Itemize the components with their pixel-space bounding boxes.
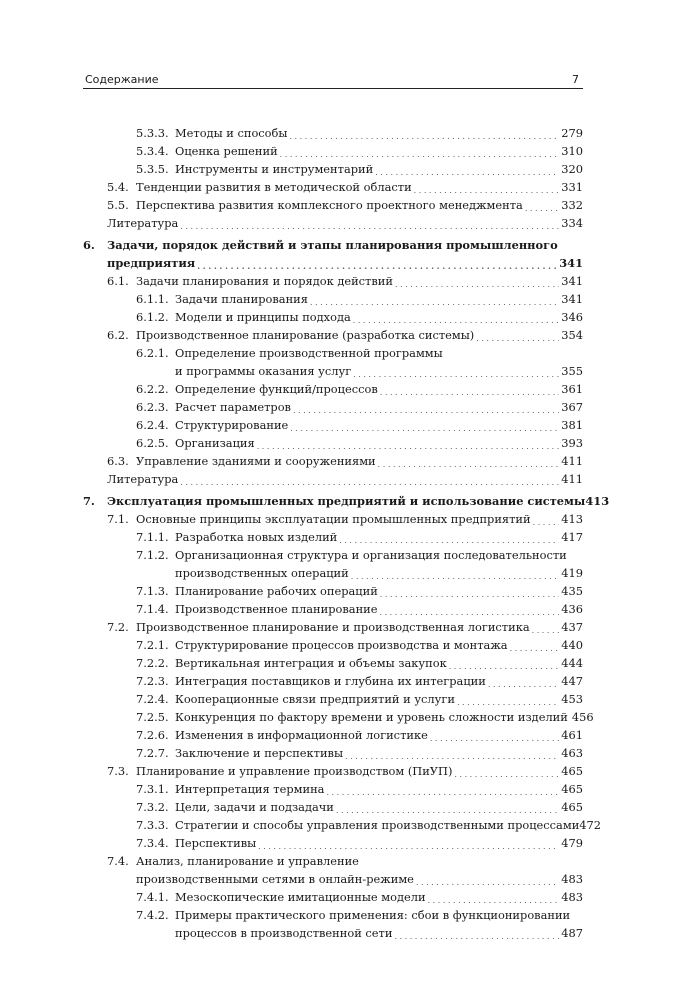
toc-entry-title: Методы и способы	[175, 126, 288, 140]
toc-entry-title: Тенденции развития в методической области	[136, 180, 412, 194]
toc-entry-title: Задачи планирования и порядок действий	[136, 274, 393, 288]
toc-entry-title: Эксплуатация промышленных предприятий и использование системы	[107, 494, 586, 508]
leader-dots	[180, 472, 559, 490]
toc-entry-number: 6.2.1.	[136, 346, 169, 360]
toc-entry[interactable]	[175, 142, 583, 160]
toc-entry-number: 7.2.7.	[136, 746, 169, 760]
toc-entry-number: 7.2.3.	[136, 674, 169, 688]
toc-entry[interactable]	[136, 762, 583, 780]
toc-entry-title: Организационная структура и организация последовательности	[175, 548, 567, 562]
toc-page-number: 354	[561, 328, 583, 342]
toc-entry-number: 6.2.3.	[136, 400, 169, 414]
toc-entry-number: 7.2.2.	[136, 656, 169, 670]
toc-entry[interactable]	[175, 308, 583, 326]
toc-page-number: 465	[561, 764, 583, 778]
toc-entry[interactable]	[107, 214, 583, 232]
toc-entry-number: 7.3.	[107, 764, 129, 778]
toc-page-number: 436	[561, 602, 583, 616]
toc-page-number: 417	[561, 530, 583, 544]
toc-page-number: 381	[561, 418, 583, 432]
toc-page-number: 461	[561, 728, 583, 742]
toc-entry-number: 6.1.2.	[136, 310, 169, 324]
toc-entry-title: Производственное планирование (разработка системы)	[136, 328, 475, 342]
toc-entry-title: Производственное планирование и производственная логистика	[136, 620, 530, 634]
toc-page-number: 320	[561, 162, 583, 176]
toc-entry-number: 7.1.2.	[136, 548, 169, 562]
toc-entry-number: 6.2.2.	[136, 382, 169, 396]
toc-entry-title: Стратегии и способы управления производственными процессами	[175, 818, 580, 832]
toc-page-number: 413	[585, 494, 610, 508]
toc-entry-number: 7.1.4.	[136, 602, 169, 616]
toc-entry-title: Интеграция поставщиков и глубина их интеграции	[175, 674, 486, 688]
running-header	[83, 70, 583, 89]
toc-page-number: 334	[561, 216, 583, 230]
toc-entry-title: Производственное планирование	[175, 602, 378, 616]
toc-entry[interactable]	[175, 416, 583, 434]
toc-entry[interactable]	[136, 618, 583, 636]
toc-entry-number: 7.1.	[107, 512, 129, 526]
toc-entry-title-cont: и программы оказания услуг	[175, 364, 352, 378]
toc-entry[interactable]	[175, 816, 602, 834]
toc-entry-title: Инструменты и инструментарий	[175, 162, 374, 176]
toc-entry-number: 7.3.3.	[136, 818, 169, 832]
toc-entry-title-cont: производственными сетями в онлайн-режиме	[136, 872, 414, 886]
toc-page-number: 444	[561, 656, 583, 670]
toc-entry[interactable]	[175, 708, 594, 726]
leader-dots	[394, 926, 559, 944]
toc-entry[interactable]	[175, 834, 583, 852]
toc-entry-continuation[interactable]	[175, 924, 583, 942]
toc-entry[interactable]	[175, 434, 583, 452]
header-page-number: 7	[572, 73, 579, 86]
toc-entry-title: Структурирование	[175, 418, 289, 432]
toc-entry[interactable]	[175, 726, 583, 744]
toc-entry-number: 5.3.4.	[136, 144, 169, 158]
toc-entry-title: Задачи, порядок действий и этапы планирования промышленного	[107, 238, 558, 252]
toc-page-number: 279	[561, 126, 583, 140]
toc-entry-title: Определение функций/процессов	[175, 382, 378, 396]
toc-entry[interactable]	[175, 290, 583, 308]
toc-entry-number: 6.3.	[107, 454, 129, 468]
toc-entry-number: 5.5.	[107, 198, 129, 212]
toc-page-number: 411	[561, 454, 583, 468]
toc-page-number: 367	[561, 400, 583, 414]
toc-entry[interactable]	[107, 492, 610, 510]
toc-page-number: 355	[561, 364, 583, 378]
toc-entry[interactable]	[136, 452, 583, 470]
toc-page-number: 346	[561, 310, 583, 324]
toc-entry-number: 7.4.	[107, 854, 129, 868]
toc-page-number: 463	[561, 746, 583, 760]
toc-page-number: 440	[561, 638, 583, 652]
toc-entry-number: 6.	[83, 238, 95, 252]
toc-entry[interactable]	[136, 272, 583, 290]
toc-entry-title-cont: производственных операций	[175, 566, 349, 580]
toc-entry-number: 5.3.5.	[136, 162, 169, 176]
toc-page-number: 411	[561, 472, 583, 486]
toc-entry-title: Вертикальная интеграция и объемы закупок	[175, 656, 447, 670]
toc-entry-number: 7.3.2.	[136, 800, 169, 814]
toc-entry[interactable]	[175, 744, 583, 762]
toc-entry[interactable]	[175, 582, 583, 600]
toc-entry[interactable]	[175, 672, 583, 690]
toc-entry[interactable]	[175, 888, 583, 906]
toc-page-number: 332	[561, 198, 583, 212]
toc-entry-number: 7.2.	[107, 620, 129, 634]
toc-page-number: 483	[561, 890, 583, 904]
toc-entry-number: 6.2.5.	[136, 436, 169, 450]
toc-entry-number: 7.1.1.	[136, 530, 169, 544]
toc-page-number: 341	[561, 274, 583, 288]
toc-page-number: 453	[561, 692, 583, 706]
toc-page-number: 479	[561, 836, 583, 850]
toc-entry-number: 6.2.4.	[136, 418, 169, 432]
toc-entry-title: Структурирование процессов производства и монтажа	[175, 638, 508, 652]
toc-entry[interactable]	[136, 510, 583, 528]
leader-dots	[180, 216, 559, 234]
toc-entry-number: 7.4.1.	[136, 890, 169, 904]
toc-entry[interactable]	[136, 852, 583, 870]
toc-entry-title: Организация	[175, 436, 255, 450]
toc-entry-title: Изменения в информационной логистике	[175, 728, 428, 742]
toc-entry-number: 7.2.1.	[136, 638, 169, 652]
toc-entry-title: Планирование рабочих операций	[175, 584, 378, 598]
toc-entry[interactable]	[175, 160, 583, 178]
toc-page-number: 447	[561, 674, 583, 688]
toc-entry-number: 5.3.3.	[136, 126, 169, 140]
toc-entry-title: Литература	[107, 472, 179, 486]
toc-entry-number: 7.3.4.	[136, 836, 169, 850]
toc-entry[interactable]	[175, 636, 583, 654]
toc-entry-title-cont: процессов в производственной сети	[175, 926, 393, 940]
toc-entry[interactable]	[175, 528, 583, 546]
toc-entry-number: 7.4.2.	[136, 908, 169, 922]
toc-entry-number: 6.2.	[107, 328, 129, 342]
toc-entry-title: Конкуренция по фактору времени и уровень сложности изделий	[175, 710, 568, 724]
toc-entry[interactable]	[175, 124, 583, 142]
toc-entry-title: Интерпретация термина	[175, 782, 325, 796]
toc-entry[interactable]	[175, 780, 583, 798]
toc-entry-title: Оценка решений	[175, 144, 278, 158]
toc-entry[interactable]	[107, 470, 583, 488]
toc-page-number: 331	[561, 180, 583, 194]
toc-entry-title: Основные принципы эксплуатации промышленных предприятий	[136, 512, 531, 526]
toc-entry-continuation[interactable]	[175, 362, 583, 380]
toc-entry[interactable]	[107, 236, 583, 254]
toc-entry-continuation[interactable]	[136, 870, 583, 888]
toc-entry-title: Определение производственной программы	[175, 346, 443, 360]
toc-entry-title: Разработка новых изделий	[175, 530, 338, 544]
toc-page-number: 341	[561, 292, 583, 306]
toc-entry[interactable]	[175, 546, 583, 564]
toc-entry-title: Планирование и управление производством (ПиУП)	[136, 764, 453, 778]
toc-page-number: 341	[559, 256, 583, 270]
toc-entry-title: Перспектива развития комплексного проектного менеджмента	[136, 198, 523, 212]
toc-entry-number: 5.4.	[107, 180, 129, 194]
toc-page-number: 435	[561, 584, 583, 598]
toc-page-number: 393	[561, 436, 583, 450]
toc-page-number: 310	[561, 144, 583, 158]
toc-entry-number: 7.2.6.	[136, 728, 169, 742]
toc-entry-title: Задачи планирования	[175, 292, 308, 306]
toc-page-number: 456	[571, 710, 594, 724]
toc-page-number: 465	[561, 800, 583, 814]
toc-entry-title: Литература	[107, 216, 179, 230]
toc-entry[interactable]	[175, 344, 583, 362]
toc-entry[interactable]	[175, 380, 583, 398]
toc-page-number: 465	[561, 782, 583, 796]
toc-entry[interactable]	[136, 196, 583, 214]
toc-entry-number: 6.1.1.	[136, 292, 169, 306]
toc-entry-continuation[interactable]	[107, 254, 583, 272]
toc-page-number: 472	[579, 818, 602, 832]
toc-page-number: 487	[561, 926, 583, 940]
toc-entry-number: 7.1.3.	[136, 584, 169, 598]
toc-entry-title: Заключение и перспективы	[175, 746, 344, 760]
toc-entry[interactable]	[175, 798, 583, 816]
toc-page-number: 361	[561, 382, 583, 396]
toc-entry-title: Модели и принципы подхода	[175, 310, 351, 324]
toc-entry-number: 7.2.5.	[136, 710, 169, 724]
toc-page-number: 483	[561, 872, 583, 886]
toc-entry-title: Расчет параметров	[175, 400, 291, 414]
toc-entry[interactable]	[175, 600, 583, 618]
toc-entry-number: 7.	[83, 494, 95, 508]
toc-entry-title: Управление зданиями и сооружениями	[136, 454, 376, 468]
toc-entry-number: 6.1.	[107, 274, 129, 288]
toc-entry-title: Кооперационные связи предприятий и услуги	[175, 692, 455, 706]
toc-entry-title: Анализ, планирование и управление	[136, 854, 359, 868]
toc-entry-title: Перспективы	[175, 836, 257, 850]
toc-entry-title-cont: предприятия	[107, 256, 196, 270]
toc-entry-continuation[interactable]	[175, 564, 583, 582]
toc-entry[interactable]	[175, 906, 583, 924]
toc-entry-number: 7.3.1.	[136, 782, 169, 796]
toc-entry-title: Мезоскопические имитационные модели	[175, 890, 426, 904]
toc-entry[interactable]	[136, 178, 583, 196]
toc-entry[interactable]	[175, 654, 583, 672]
toc-entry-title: Цели, задачи и подзадачи	[175, 800, 334, 814]
toc-entry-number: 7.2.4.	[136, 692, 169, 706]
toc-page-number: 413	[561, 512, 583, 526]
header-title: Содержание	[85, 73, 159, 86]
toc-entry[interactable]	[175, 398, 583, 416]
toc-page-number: 437	[561, 620, 583, 634]
toc-entry[interactable]	[175, 690, 583, 708]
toc-entry-title: Примеры практического применения: сбои в функционировании	[175, 908, 571, 922]
toc-page-number: 419	[561, 566, 583, 580]
toc-entry[interactable]	[136, 326, 583, 344]
